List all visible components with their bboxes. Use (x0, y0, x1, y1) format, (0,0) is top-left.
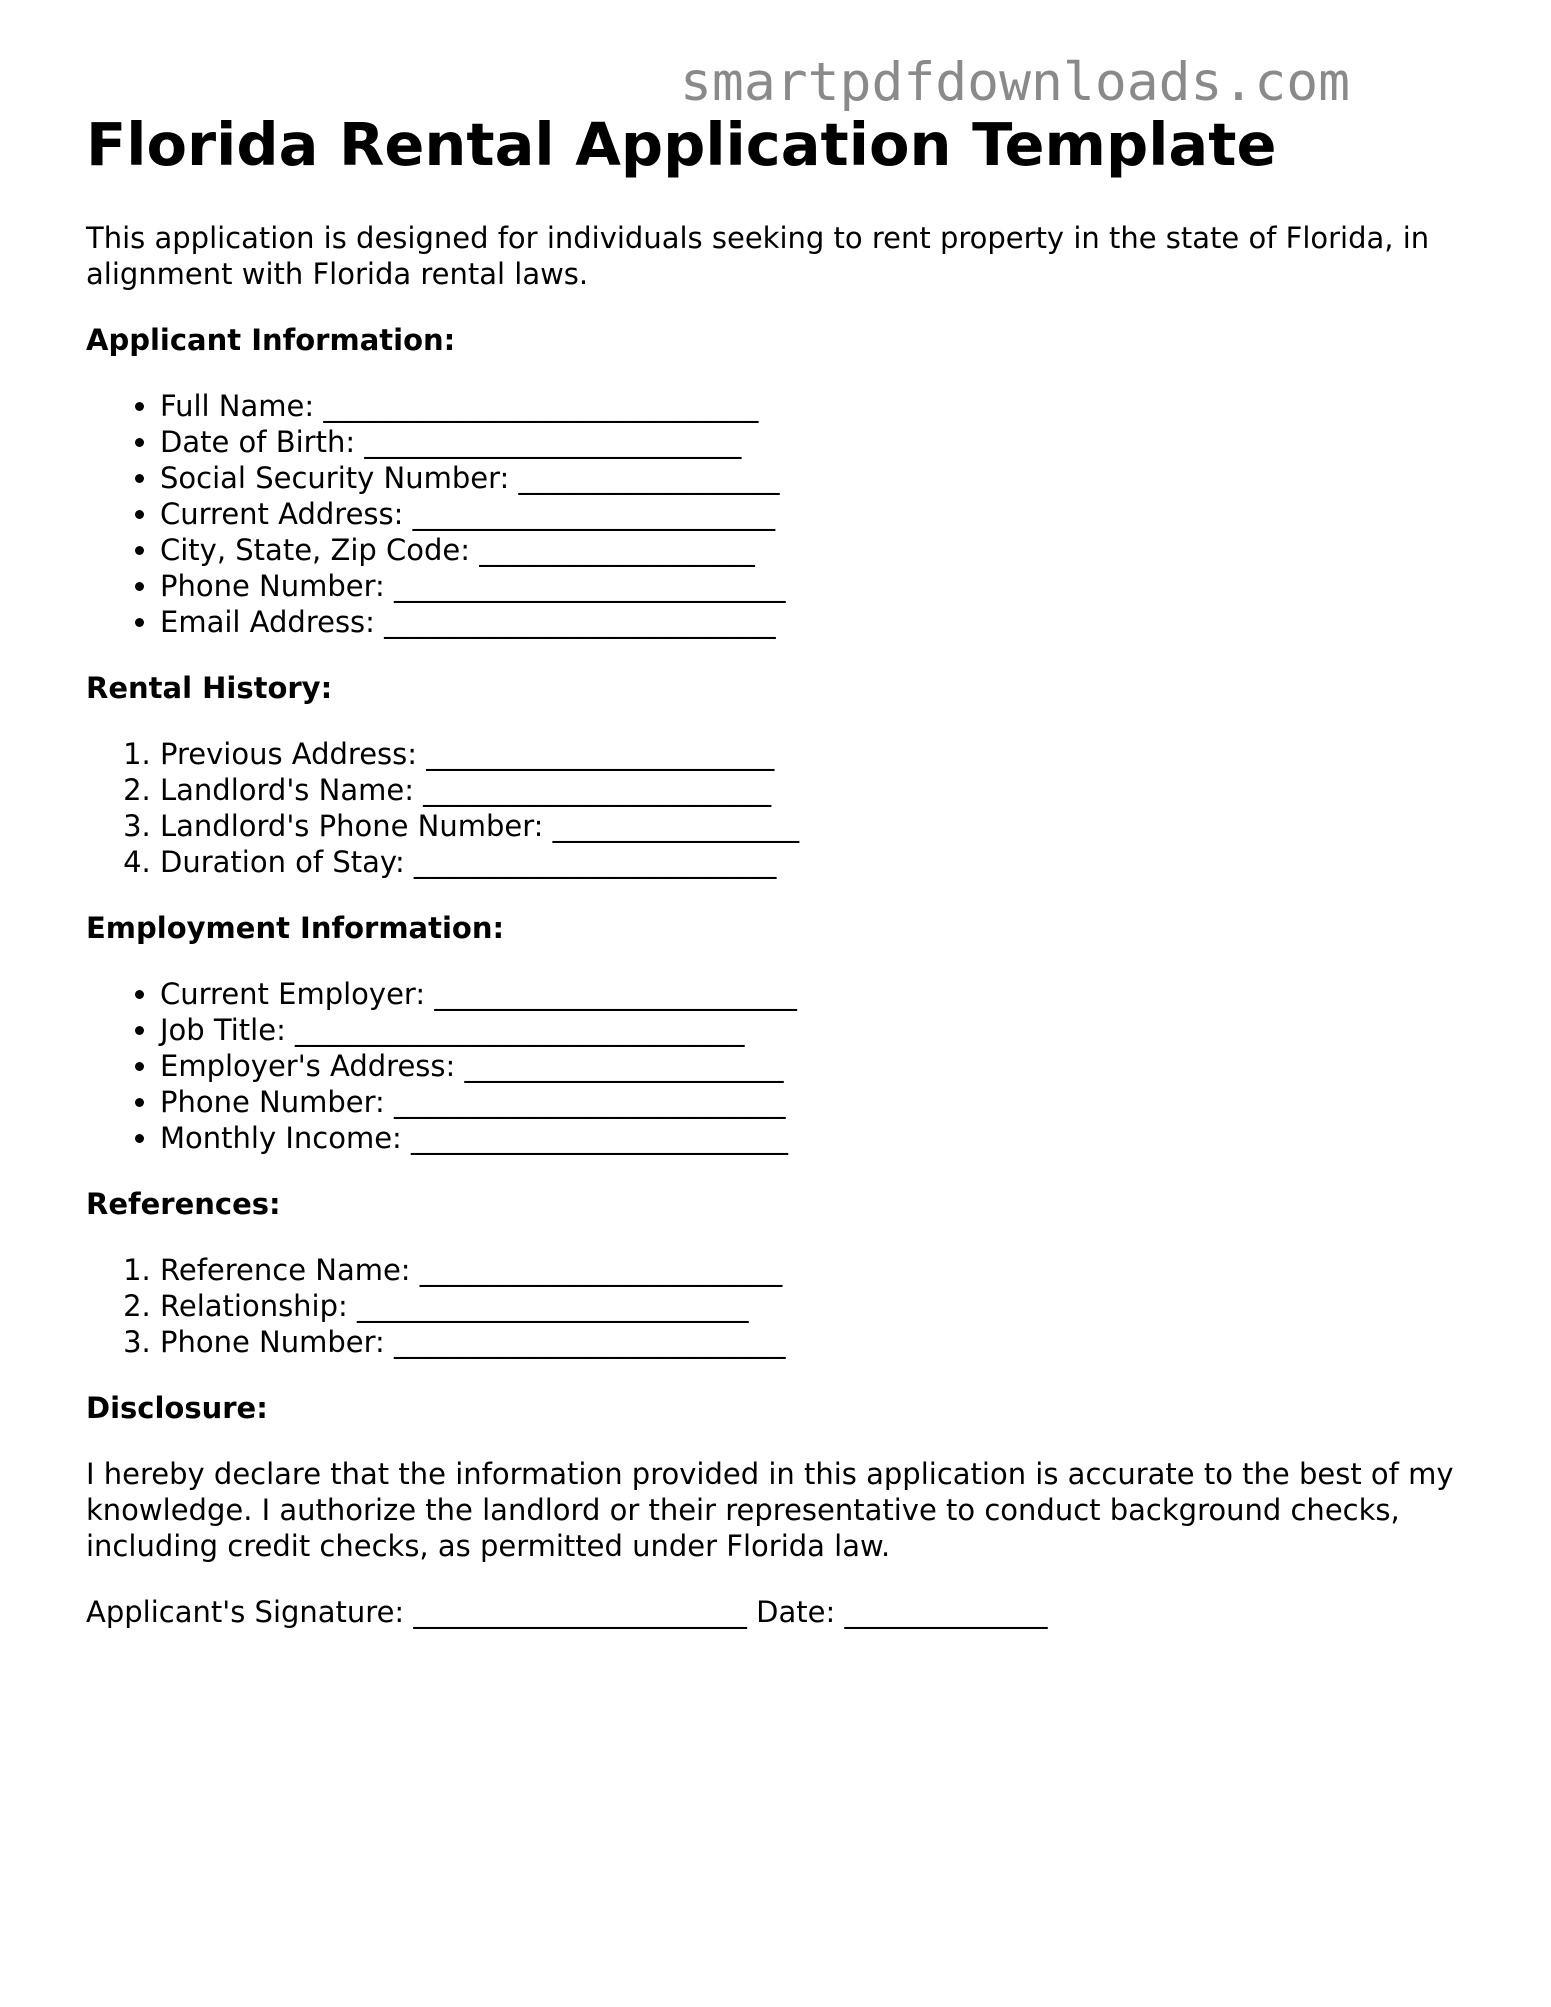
document-page (86, 110, 1466, 1630)
list-item-employer-phone: • Phone Number: ___________________________ (160, 1084, 1466, 1120)
signature-line: Applicant's Signature: _______________________ Date: ______________ (86, 1595, 1048, 1629)
list-item-landlord-name: 2. Landlord's Name: ________________________ (160, 772, 1466, 808)
disclosure-heading: Disclosure: (86, 1391, 268, 1425)
employment-information-heading: Employment Information: (86, 911, 505, 945)
list-item-current-employer: • Current Employer: _________________________ (160, 976, 1466, 1012)
list-item-reference-name: 1. Reference Name: _________________________ (160, 1252, 1466, 1288)
list-item-landlord-phone: 3. Landlord's Phone Number: _________________ (160, 808, 1466, 844)
intro-paragraph: This application is designed for individuals seeking to rent property in the state of Florida, in alignment with Florida rental laws. (86, 221, 1430, 291)
references-heading: References: (86, 1187, 281, 1221)
list-item-job-title: • Job Title: _______________________________ (160, 1012, 1466, 1048)
page-title: Florida Rental Application Template (86, 110, 1277, 179)
list-item-city-state-zip: • City, State, Zip Code: ___________________ (160, 532, 1466, 568)
list-item-date-of-birth: • Date of Birth: __________________________ (160, 424, 1466, 460)
applicant-information-heading: Applicant Information: (86, 323, 456, 357)
employment-information-list (86, 976, 1466, 1156)
list-item-phone-number: • Phone Number: ___________________________ (160, 568, 1466, 604)
disclosure-paragraph: I hereby declare that the information provided in this application is accurate to the best of my knowledge. I authorize the landlord or their representative to conduct background checks, including credit checks, as permitted under Florida law. (86, 1457, 1454, 1563)
list-item-current-address: • Current Address: _________________________ (160, 496, 1466, 532)
list-item-employer-address: • Employer's Address: ______________________ (160, 1048, 1466, 1084)
rental-history-list (86, 736, 1466, 880)
list-item-relationship: 2. Relationship: ___________________________ (160, 1288, 1466, 1324)
list-item-full-name: • Full Name: ______________________________ (160, 388, 1466, 424)
watermark: smartpdfdownloads.com (680, 52, 1351, 113)
list-item-monthly-income: • Monthly Income: __________________________ (160, 1120, 1466, 1156)
references-list (86, 1252, 1466, 1360)
list-item-email-address: • Email Address: ___________________________ (160, 604, 1466, 640)
rental-history-heading: Rental History: (86, 671, 333, 705)
list-item-ssn: • Social Security Number: __________________ (160, 460, 1466, 496)
list-item-previous-address: 1. Previous Address: ________________________ (160, 736, 1466, 772)
applicant-information-list (86, 388, 1466, 640)
list-item-duration-of-stay: 4. Duration of Stay: _________________________ (160, 844, 1466, 880)
list-item-reference-phone: 3. Phone Number: ___________________________ (160, 1324, 1466, 1360)
